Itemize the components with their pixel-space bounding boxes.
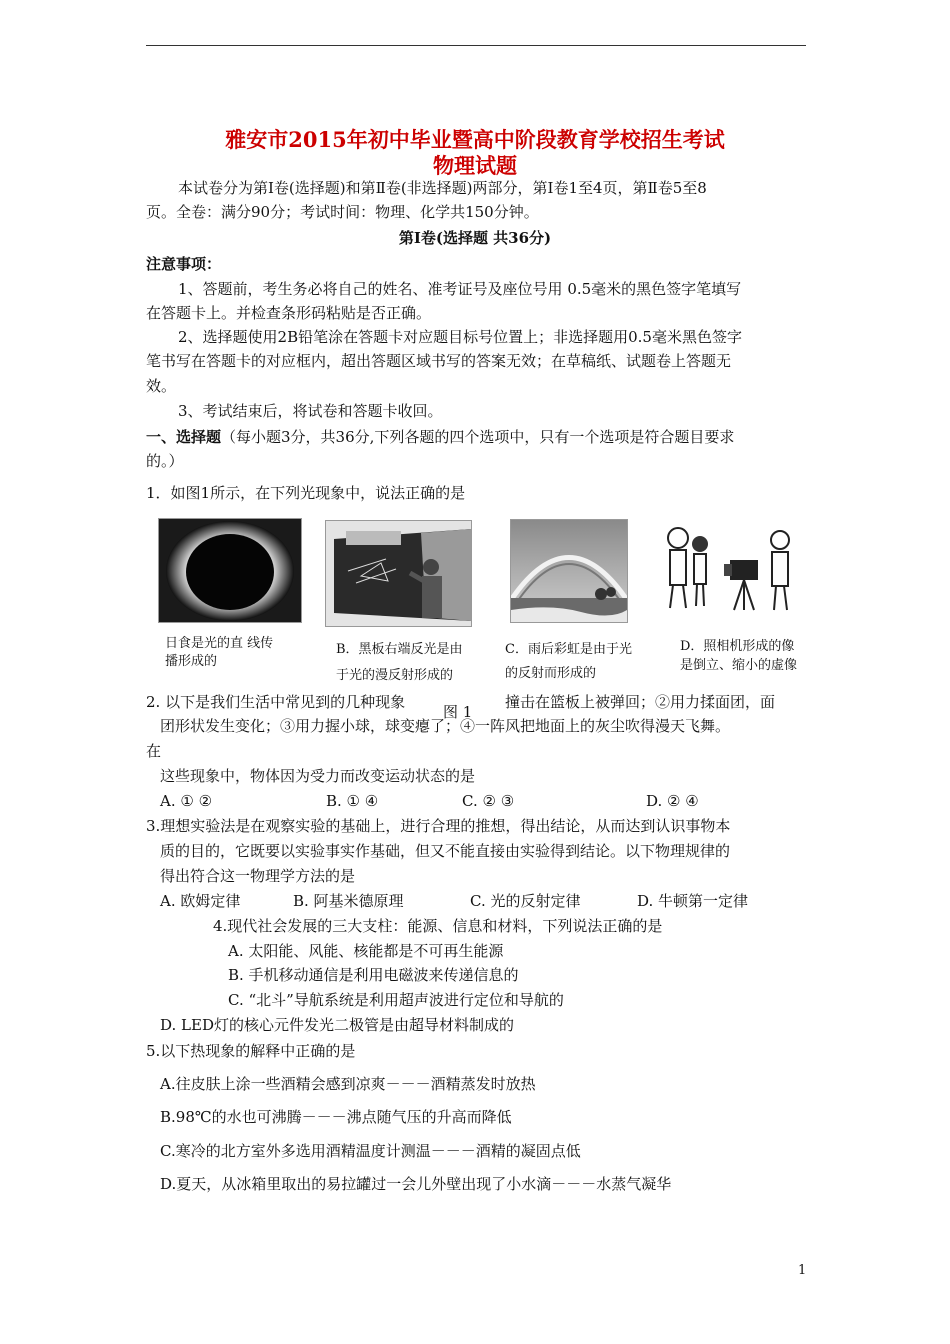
blackboard-image	[325, 520, 472, 627]
question-2-line: 撞击在篮板上被弹回；②用力揉面团，面	[505, 693, 776, 711]
rainbow-image	[510, 519, 628, 623]
section-label: 一、选择题	[146, 428, 222, 446]
subject-title: 物理试题	[433, 153, 517, 178]
camera-cartoon-image	[660, 520, 805, 615]
question-2-option-c: C. ② ③	[462, 792, 515, 810]
question-5-option-a: A.往皮肤上涂一些酒精会感到凉爽－－－酒精蒸发时放热	[160, 1075, 536, 1093]
part1-title: 第Ⅰ卷(选择题 共36分)	[398, 229, 552, 247]
intro-line: 本试卷分为第Ⅰ卷(选择题)和第Ⅱ卷(非选择题)两部分，第Ⅰ卷1至4页，第Ⅱ卷5至8	[178, 179, 707, 197]
figure-caption-a: 播形成的	[165, 654, 218, 669]
figure-caption-b: 于光的漫反射形成的	[336, 668, 454, 683]
question-5-option-c: C.寒冷的北方室外多选用酒精温度计测温－－－酒精的凝固点低	[160, 1142, 581, 1160]
question-4-option-c: C. “北斗”导航系统是利用超声波进行定位和导航的	[228, 991, 564, 1009]
exam-title: 雅安市2015年初中毕业暨高中阶段教育学校招生考试	[225, 127, 725, 152]
header-rule	[146, 45, 806, 46]
question-1-stem: 1．如图1所示，在下列光现象中，说法正确的是	[146, 484, 466, 502]
question-4-option-d: D. LED灯的核心元件发光二极管是由超导材料制成的	[160, 1016, 514, 1034]
question-3-line: 质的目的，它既要以实验事实作基础，但又不能直接由实验得到结论。以下物理规律的	[160, 842, 731, 860]
intro-line: 页。全卷：满分90分；考试时间：物理、化学共150分钟。	[146, 203, 539, 221]
notice-item: 在答题卡上。并检查条形码粘贴是否正确。	[146, 304, 432, 322]
eclipse-image	[158, 518, 302, 623]
section-heading	[146, 425, 734, 449]
question-3-option-b: B. 阿基米德原理	[293, 892, 404, 910]
notice-item: 效。	[146, 377, 177, 395]
question-2-option-b: B. ① ④	[326, 792, 379, 810]
question-2-line: 2. 以下是我们生活中常见到的几种现象	[146, 693, 406, 711]
question-4-option-a: A. 太阳能、风能、核能都是不可再生能源	[228, 942, 504, 960]
question-5-option-d: D.夏天，从冰箱里取出的易拉罐过一会儿外壁出现了小水滴－－－水蒸气凝华	[160, 1175, 672, 1193]
question-5-option-b: B.98℃的水也可沸腾－－－沸点随气压的升高而降低	[160, 1108, 512, 1126]
figure-caption-b: B．黑板右端反光是由	[336, 642, 463, 657]
question-3-line: 3.理想实验法是在观察实验的基础上，进行合理的推想，得出结论，从而达到认识事物本	[146, 817, 731, 835]
section-description: （每小题3分，共36分,下列各题的四个选项中，只有一个选项是符合题目要求	[221, 428, 735, 446]
question-3-option-d: D. 牛顿第一定律	[637, 892, 749, 910]
notice-item: 2、选择题使用2B铅笔涂在答题卡对应题目标号位置上；非选择题用0.5毫米黑色签字	[178, 328, 742, 346]
notice-item: 笔书写在答题卡的对应框内，超出答题区域书写的答案无效；在草稿纸、试题卷上答题无	[146, 352, 732, 370]
figure-label: 图 1	[443, 703, 473, 721]
page-number: 1	[798, 1263, 807, 1278]
figure-caption-d: 是倒立、缩小的虚像	[680, 658, 798, 673]
question-2-option-a: A. ① ②	[160, 792, 213, 810]
notice-item: 1、答题前，考生务必将自己的姓名、准考证号及座位号用 0.5毫米的黑色签字笔填写	[178, 280, 742, 298]
section-description: 的。）	[146, 452, 184, 470]
notice-heading: 注意事项：	[146, 255, 222, 273]
notice-item: 3、考试结束后，将试卷和答题卡收回。	[178, 402, 443, 420]
figure-caption-d: D．照相机形成的像	[680, 639, 795, 654]
question-2-line: 在	[146, 742, 162, 760]
question-2-option-d: D. ② ④	[646, 792, 699, 810]
question-2-line: 团形状发生变化；③用力握小球，球变瘪了；④一阵风把地面上的灰尘吹得漫天飞舞。	[160, 717, 731, 735]
question-5-stem: 5.以下热现象的解释中正确的是	[146, 1042, 356, 1060]
question-3-line: 得出符合这一物理学方法的是	[160, 867, 356, 885]
question-3-option-a: A. 欧姆定律	[160, 892, 241, 910]
question-4-stem: 4.现代社会发展的三大支柱：能源、信息和材料，下列说法正确的是	[213, 917, 663, 935]
question-2-line: 这些现象中，物体因为受力而改变运动状态的是	[160, 767, 476, 785]
figure-caption-a: 日食是光的直 线传	[165, 636, 274, 651]
question-3-option-c: C. 光的反射定律	[470, 892, 581, 910]
figure-caption-c: C．雨后彩虹是由于光	[505, 642, 632, 657]
figure-caption-c: 的反射而形成的	[505, 666, 597, 681]
question-4-option-b: B. 手机移动通信是利用电磁波来传递信息的	[228, 966, 519, 984]
